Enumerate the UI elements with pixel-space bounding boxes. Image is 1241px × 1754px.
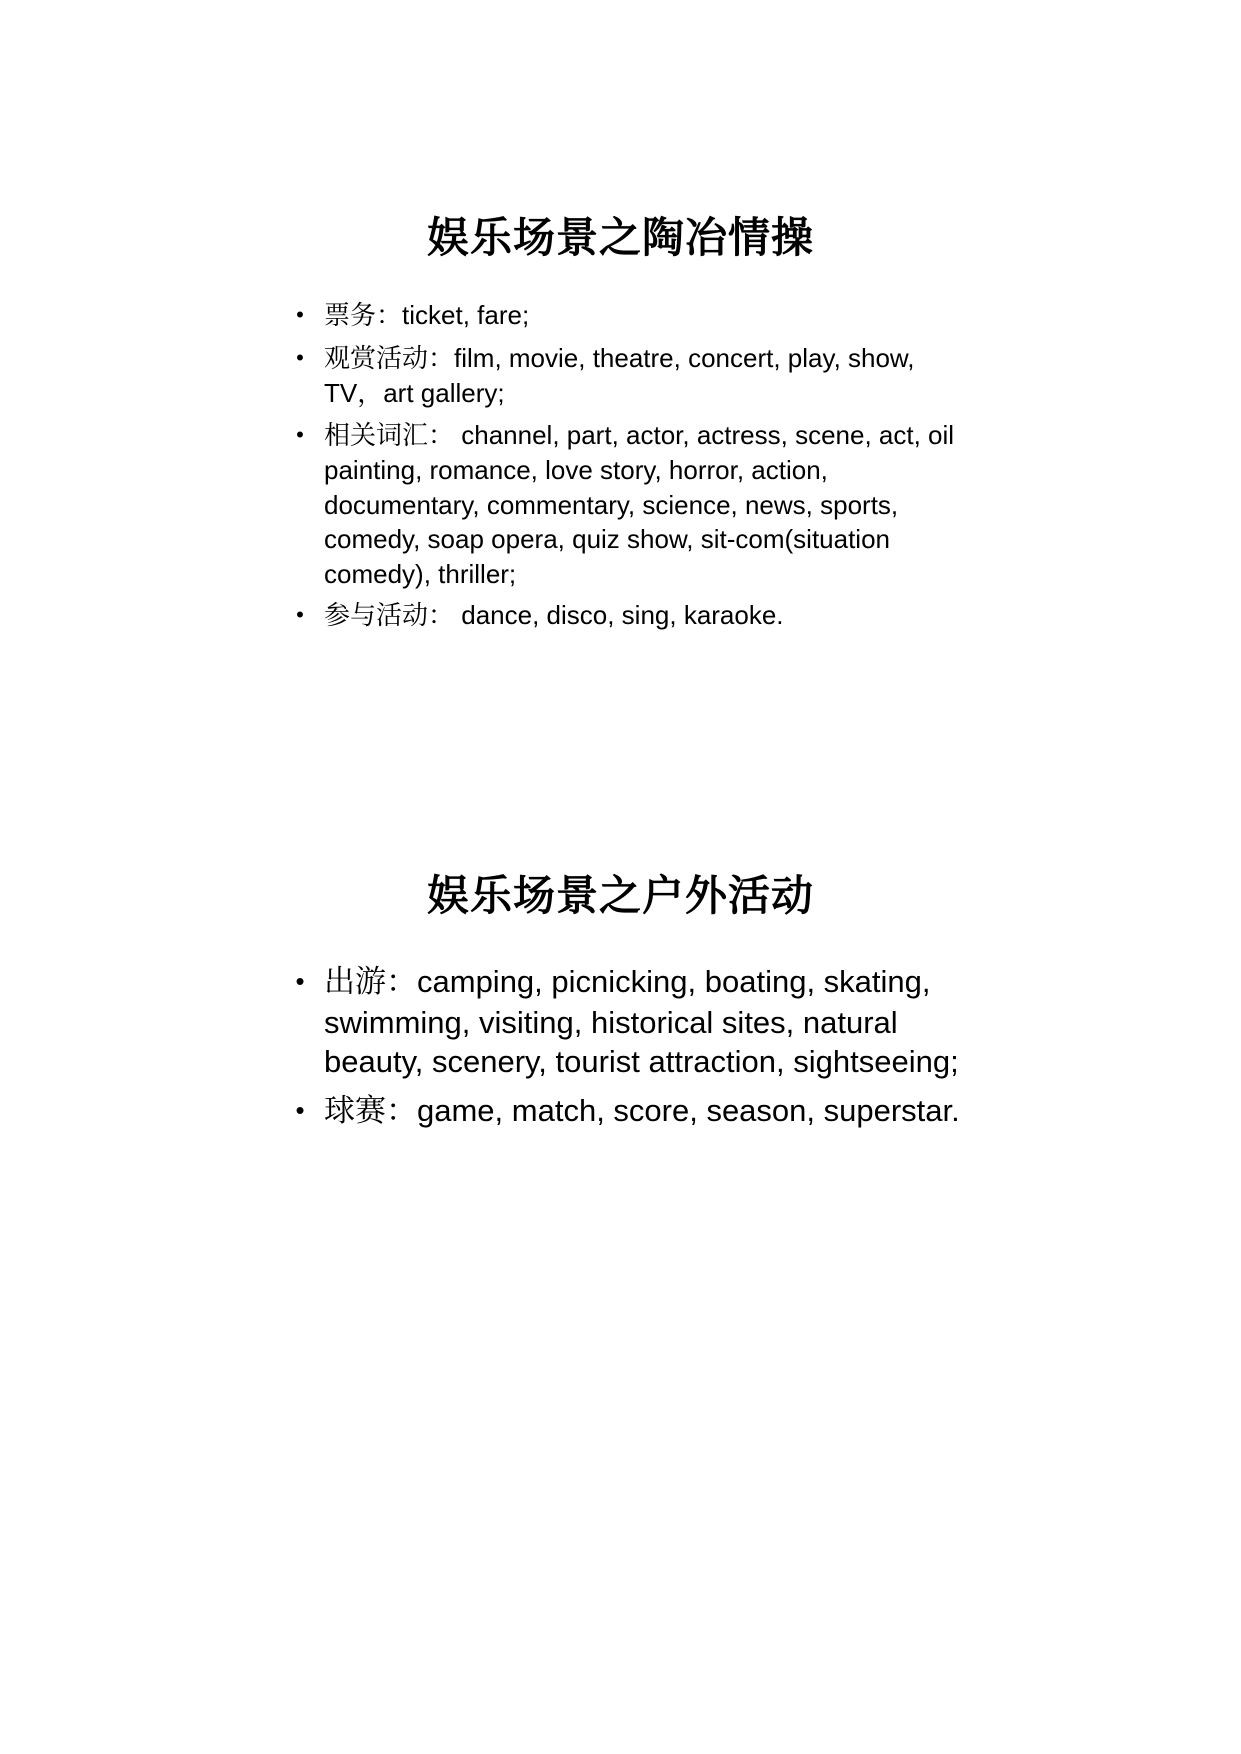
- bullet-label: 相关词汇：: [324, 420, 455, 451]
- bullet-list: [290, 298, 970, 641]
- bullet-icon: •: [296, 344, 304, 370]
- bullet-icon: •: [296, 421, 304, 447]
- list-item: [290, 1091, 970, 1132]
- bullet-list: [290, 962, 970, 1140]
- bullet-label: 票务：: [324, 301, 403, 331]
- bullet-label: 出游：: [324, 964, 417, 1000]
- bullet-icon: •: [295, 966, 305, 996]
- bullet-label: 球赛：: [324, 1092, 417, 1129]
- list-item: [290, 418, 970, 592]
- slide-title: 娱乐场景之户外活动: [426, 871, 814, 920]
- slide-title: 娱乐场景之陶冶情操: [426, 213, 814, 262]
- bullet-text: ticket, fare;: [402, 300, 530, 330]
- bullet-text: film, movie, theatre, concert, play, show, TV，art gallery;: [324, 342, 915, 408]
- bullet-text: dance, disco, sing, karaoke.: [454, 600, 784, 630]
- slide-entertainment-culture: [0, 210, 1241, 631]
- list-item: [290, 962, 970, 1082]
- list-item: [290, 598, 970, 634]
- bullet-label: 观赏活动：: [324, 343, 455, 374]
- bullet-text: camping, picnicking, boating, skating, swimming, visiting, historical sites, natural beauty, scenery, tourist attraction, sightseeing;: [324, 964, 959, 1079]
- bullet-icon: •: [295, 1094, 305, 1125]
- list-item: [290, 341, 970, 411]
- bullet-text: channel, part, actor, actress, scene, act, oil painting, romance, love story, horror, action, documentary, commentary, science, news, sports, comedy, soap opera, quiz show, sit-com(situation comedy), thriller;: [324, 419, 955, 589]
- bullet-icon: •: [296, 302, 304, 327]
- bullet-icon: •: [296, 602, 304, 627]
- bullet-label: 参与活动：: [324, 601, 455, 631]
- slide-outdoor-activities: [0, 868, 1241, 1129]
- list-item: [290, 298, 970, 334]
- bullet-text: game, match, score, season, superstar.: [417, 1092, 960, 1128]
